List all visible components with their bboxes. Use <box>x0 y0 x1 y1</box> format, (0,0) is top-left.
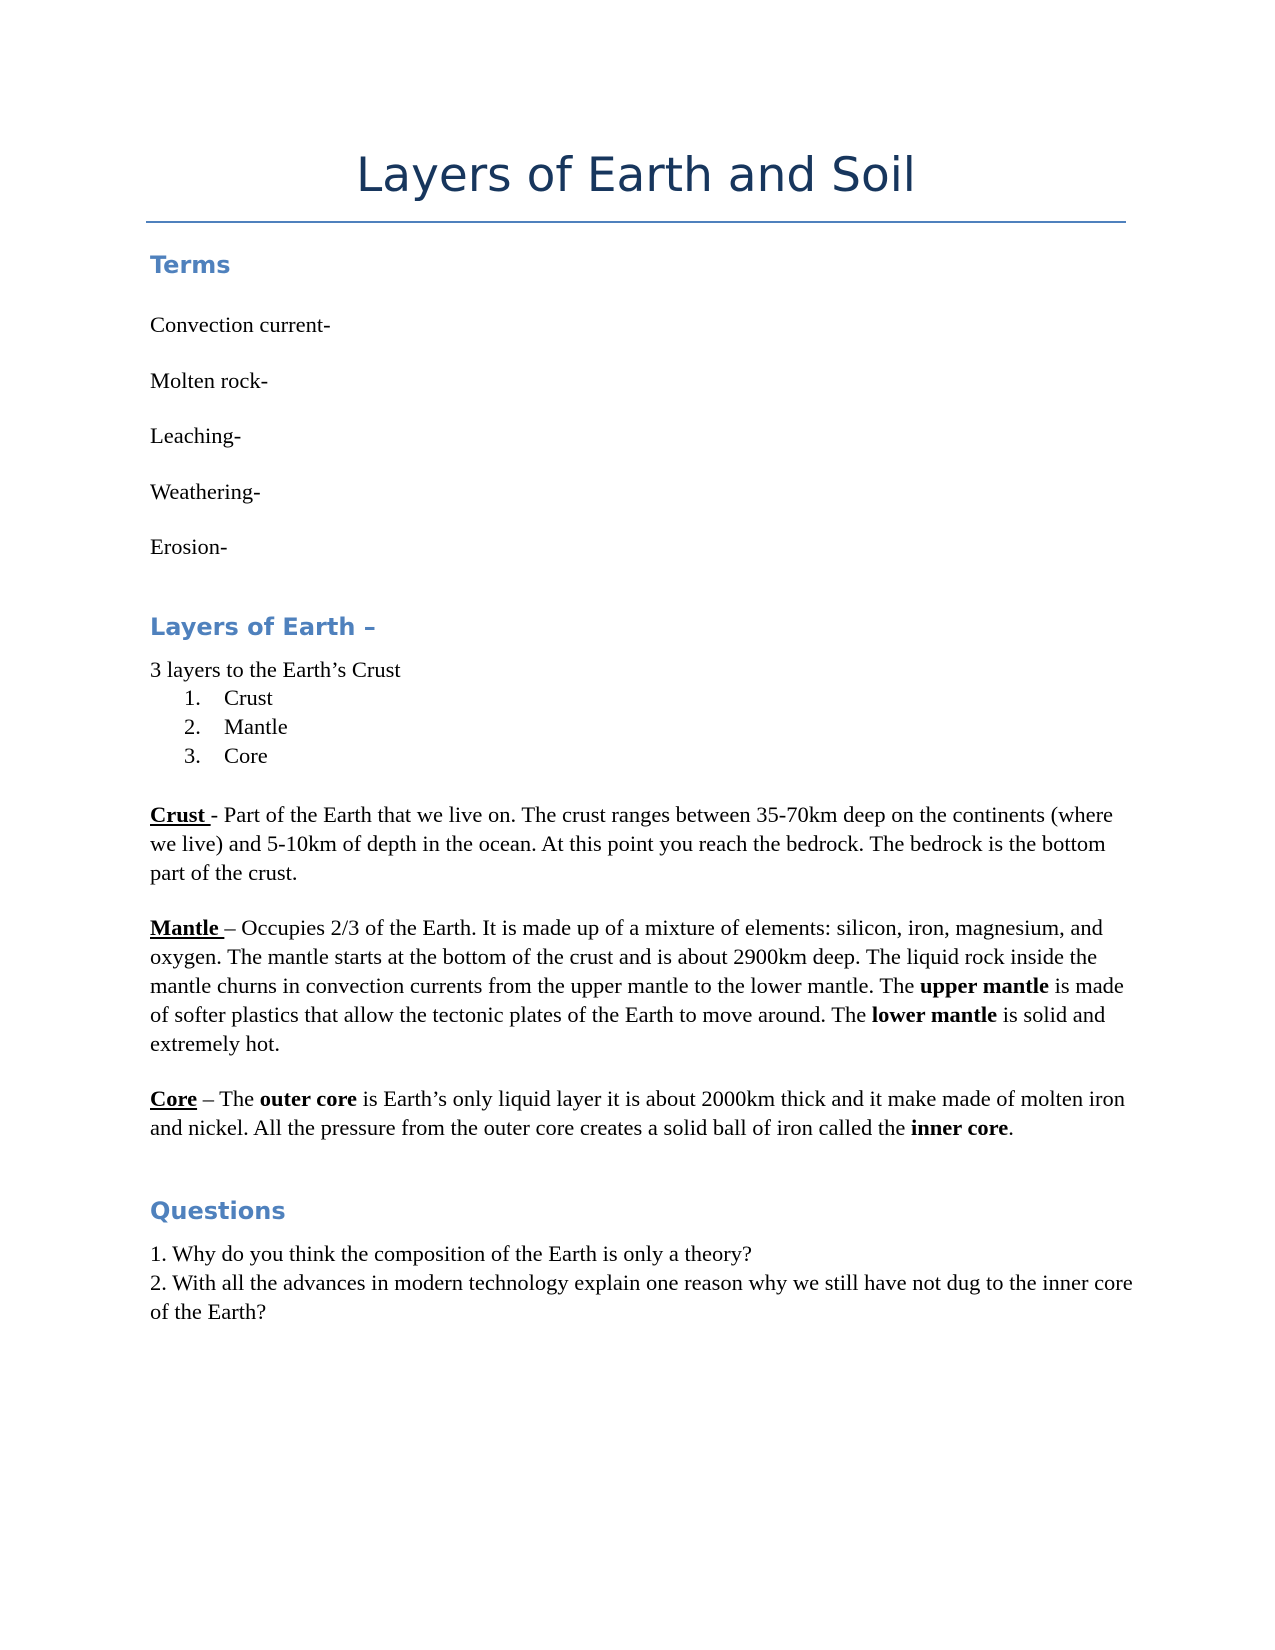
list-item <box>150 741 288 770</box>
list-label: Core <box>224 743 268 768</box>
core-text: is Earth’s only liquid layer it is about 2000km thick and it make made of molten iron and nickel. All the pressure from the outer core creates a solid ball of iron called the <box>150 1086 1126 1140</box>
outer-core-term: outer core <box>259 1086 358 1111</box>
crust-text: - Part of the Earth that we live on. The crust ranges between 35-70km deep on the continents (where we live) and 5-10km of depth in the ocean. At this point you reach the bedrock. The bedrock is the bottom part of the crust. <box>150 802 1114 885</box>
core-text: . <box>1008 1115 1014 1140</box>
list-number: 2. <box>184 714 201 739</box>
question-item: 1. Why do you think the composition of the Earth is only a theory? <box>150 1241 752 1266</box>
list-item <box>150 712 288 741</box>
list-number: 3. <box>184 743 201 768</box>
mantle-text: is solid and extremely hot. <box>150 1002 1106 1056</box>
crust-paragraph <box>150 800 1140 887</box>
term-item: Molten rock- <box>150 368 269 393</box>
term-item: Weathering- <box>150 479 261 504</box>
upper-mantle-term: upper mantle <box>919 973 1049 998</box>
term-item: Convection current- <box>150 312 331 337</box>
inner-core-term: inner core <box>910 1115 1009 1140</box>
mantle-term: Mantle <box>150 915 225 940</box>
terms-heading: Terms <box>150 251 231 279</box>
layers-intro: 3 layers to the Earth’s Crust <box>150 657 401 682</box>
mantle-text: is made of softer plastics that allow the tectonic plates of the Earth to move around. The <box>150 973 1124 1027</box>
core-text: – The <box>197 1086 260 1111</box>
mantle-text: – Occupies 2/3 of the Earth. It is made up of a mixture of elements: silicon, iron, magnesium, and oxygen. The mantle starts at the bottom of the crust and is about 2900km deep. The liquid rock inside the mantle churns in convection currents from the upper mantle to the lower mantle. The <box>150 915 1103 998</box>
layers-heading: Layers of Earth – <box>150 613 376 641</box>
questions-heading: Questions <box>150 1197 286 1225</box>
question-item: 2. With all the advances in modern technology explain one reason why we still have not dug to the inner core of the Earth? <box>150 1270 1133 1324</box>
term-item: Erosion- <box>150 534 228 559</box>
core-paragraph <box>150 1084 1140 1142</box>
layers-list <box>150 683 288 770</box>
term-item: Leaching- <box>150 423 242 448</box>
core-term: Core <box>150 1086 198 1111</box>
list-label: Crust <box>224 685 273 710</box>
list-item <box>150 683 288 712</box>
document-title: Layers of Earth and Soil <box>356 148 916 203</box>
crust-term: Crust <box>150 802 211 827</box>
mantle-paragraph <box>150 913 1140 1058</box>
lower-mantle-term: lower mantle <box>871 1002 998 1027</box>
title-divider <box>146 221 1126 223</box>
list-number: 1. <box>184 685 201 710</box>
list-label: Mantle <box>224 714 288 739</box>
